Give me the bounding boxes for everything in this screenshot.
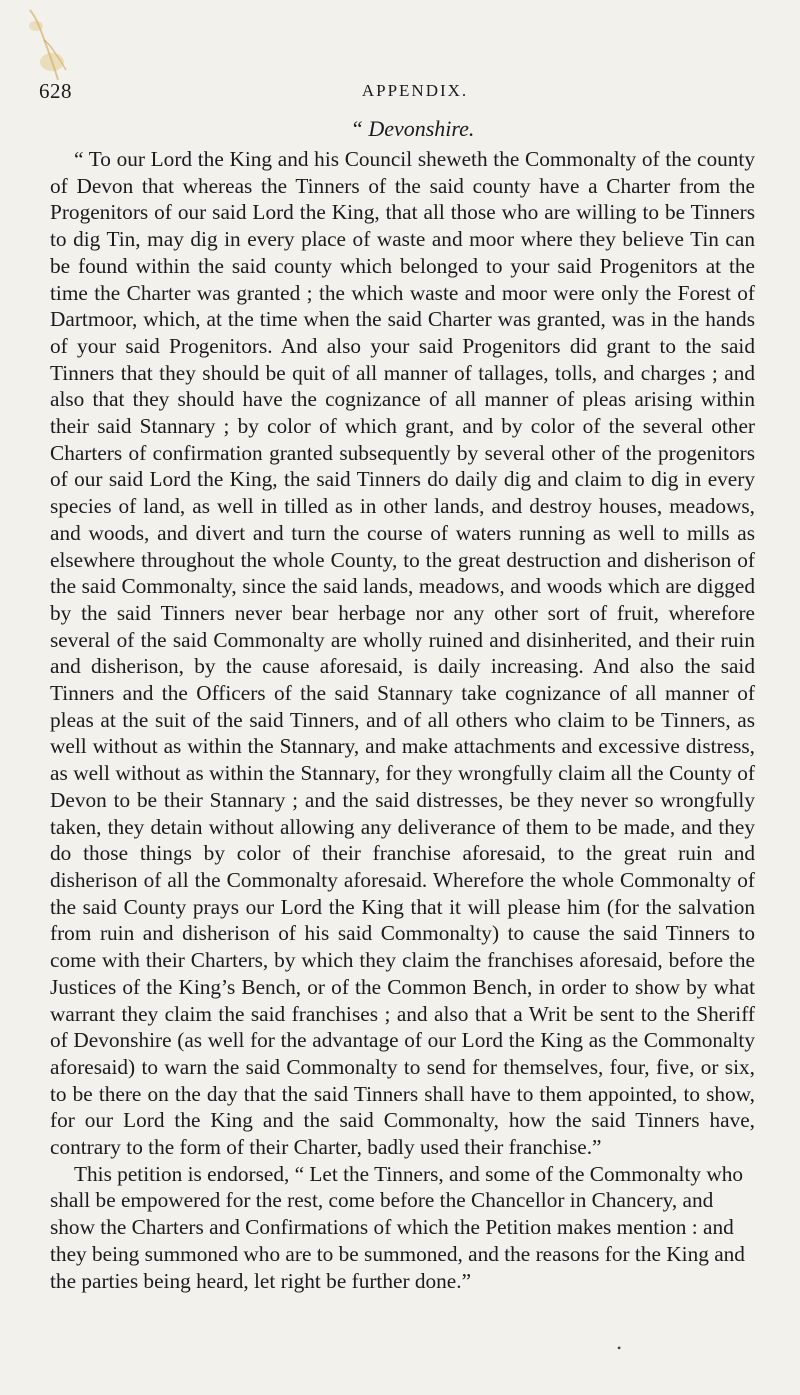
footer-mark: •	[617, 1341, 622, 1355]
text-block	[50, 116, 755, 1294]
page-number: 628	[39, 79, 72, 103]
petition-paragraph: “ To our Lord the King and his Council sheweth the Commonalty of the county of Devon that whereas the Tinners of the said county have a Charter from the Progenitors of our said Lord the King, that all those who are willing to be Tinners to dig Tin, may dig in every place of waste and moor where they believe Tin can be found within the said county which belonged to your said Progenitors at the time the Charter was granted ; the which waste and moor were only the Forest of Dartmoor, which, at the time when the said Charter was granted, was in the hands of your said Progenitors. And also your said Progenitors did grant to the said Tinners that they should be quit of all manner of tallages, tolls, and charges ; and also that they should have the cognizance of all manner of pleas arising within their said Stannary ; by color of which grant, and by color of the several other Charters of confirmation granted subsequently by several other of the progenitors of our said Lord the King, the said Tinners do daily dig and claim to dig in every species of land, as well in tilled as in other lands, and destroy houses, meadows, and woods, and divert and turn the course of waters running as well to mills as elsewhere throughout the whole County, to the great destruction and disherison of the said Commonalty, since the said lands, meadows, and woods which are digged by the said Tinners never bear herbage nor any other sort of fruit, wherefore several of the said Commonalty are wholly ruined and disinherited, and their ruin and disherison, by the cause aforesaid, is daily increasing. And also the said Tinners and the Officers of the said Stannary take cognizance of all manner of pleas at the suit of the said Tinners, and of all others who claim to be Tinners, as well without as within the Stannary, and make attachments and excessive distress, as well without as within the Stannary, for they wrongfully claim all the County of Devon to be their Stannary ; and the said distresses, be they never so wrongfully taken, they detain without allowing any deliverance of them to be made, and they do those things by color of their franchise aforesaid, to the great ruin and disherison of all the Commonalty aforesaid. Wherefore the whole Commonalty of the said County prays our Lord the King that it will please him (for the salvation from ruin and disherison of his said Commonalty) to cause the said Tinners to come with their Charters, by which they claim the franchises aforesaid, before the Justices of the King’s Bench, or of the Common Bench, in order to show by what warrant they claim the said franchises ; and also that a Writ be sent to the Sheriff of Devonshire (as well for the advantage of our Lord the King as the Commonalty aforesaid) to warn the said Commonalty to send for themselves, four, five, or six, to be there on the day that the said Tinners shall have to them appointed, to show, for our Lord the King and the said Commonalty, how the said Tinners have, contrary to the form of their Charter, badly used their franchise.”	[50, 147, 755, 1160]
section-heading: “ Devonshire.	[350, 116, 475, 141]
endorsement-paragraph: This petition is endorsed, “ Let the Tinners, and some of the Commonalty who shall be empowered for the rest, come before the Chancellor in Chancery, and show the Charters and Confirmations of which the Petition makes mention : and they being summoned who are to be summoned, and the reasons for the King and the parties being heard, let right be further done.”	[50, 1161, 745, 1293]
running-head: APPENDIX.	[361, 81, 469, 100]
